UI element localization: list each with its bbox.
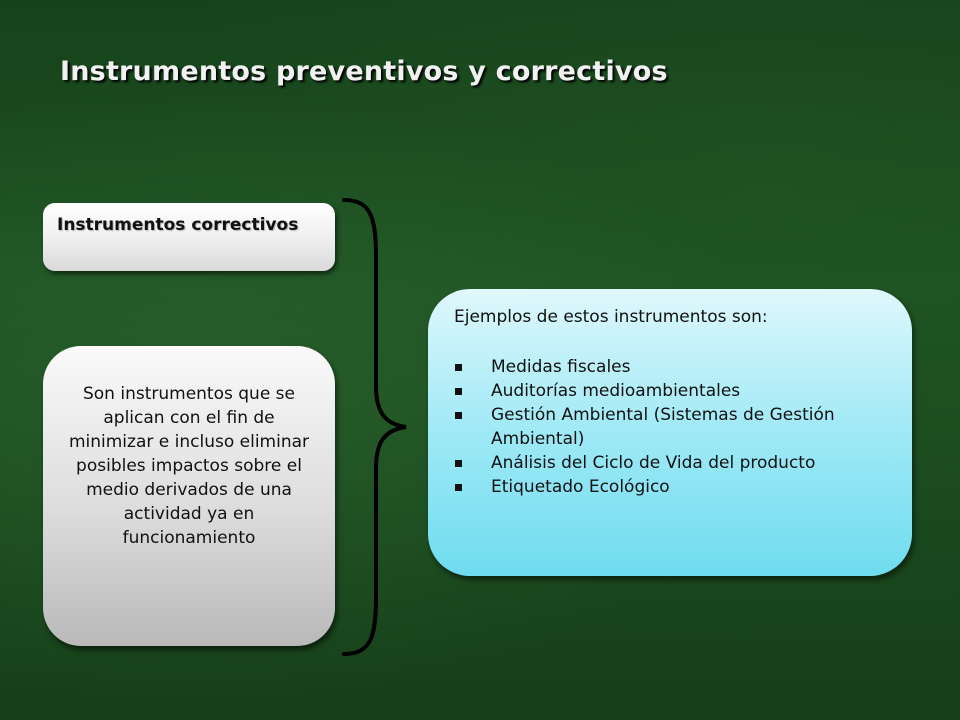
list-item	[454, 475, 886, 499]
list-item-text: Etiquetado Ecológico	[491, 477, 670, 497]
square-bullet-icon	[455, 364, 462, 371]
instrumentos-correctivos-label: Instrumentos correctivos	[43, 203, 335, 271]
list-item	[454, 451, 886, 475]
list-item	[454, 355, 886, 379]
list-item	[454, 379, 886, 403]
list-item-text: Gestión Ambiental (Sistemas de Gestión Ambiental)	[491, 405, 835, 449]
list-item-text: Medidas fiscales	[491, 357, 631, 377]
examples-intro: Ejemplos de estos instrumentos son:	[454, 307, 768, 327]
examples-box	[428, 289, 912, 576]
list-item	[454, 403, 886, 451]
square-bullet-icon	[455, 388, 462, 395]
list-item-text: Auditorías medioambientales	[491, 381, 741, 401]
square-bullet-icon	[455, 412, 462, 419]
definition-box: Son instrumentos que se aplican con el fin de minimizar e incluso eliminar posibles impactos sobre el medio derivados de una actividad ya en funcionamiento	[43, 346, 335, 646]
examples-list	[454, 355, 886, 499]
square-bullet-icon	[455, 460, 462, 467]
square-bullet-icon	[455, 484, 462, 491]
slide-title: Instrumentos preventivos y correctivos	[60, 56, 668, 87]
list-item-text: Análisis del Ciclo de Vida del producto	[491, 453, 816, 473]
curly-brace-connector	[340, 196, 410, 658]
